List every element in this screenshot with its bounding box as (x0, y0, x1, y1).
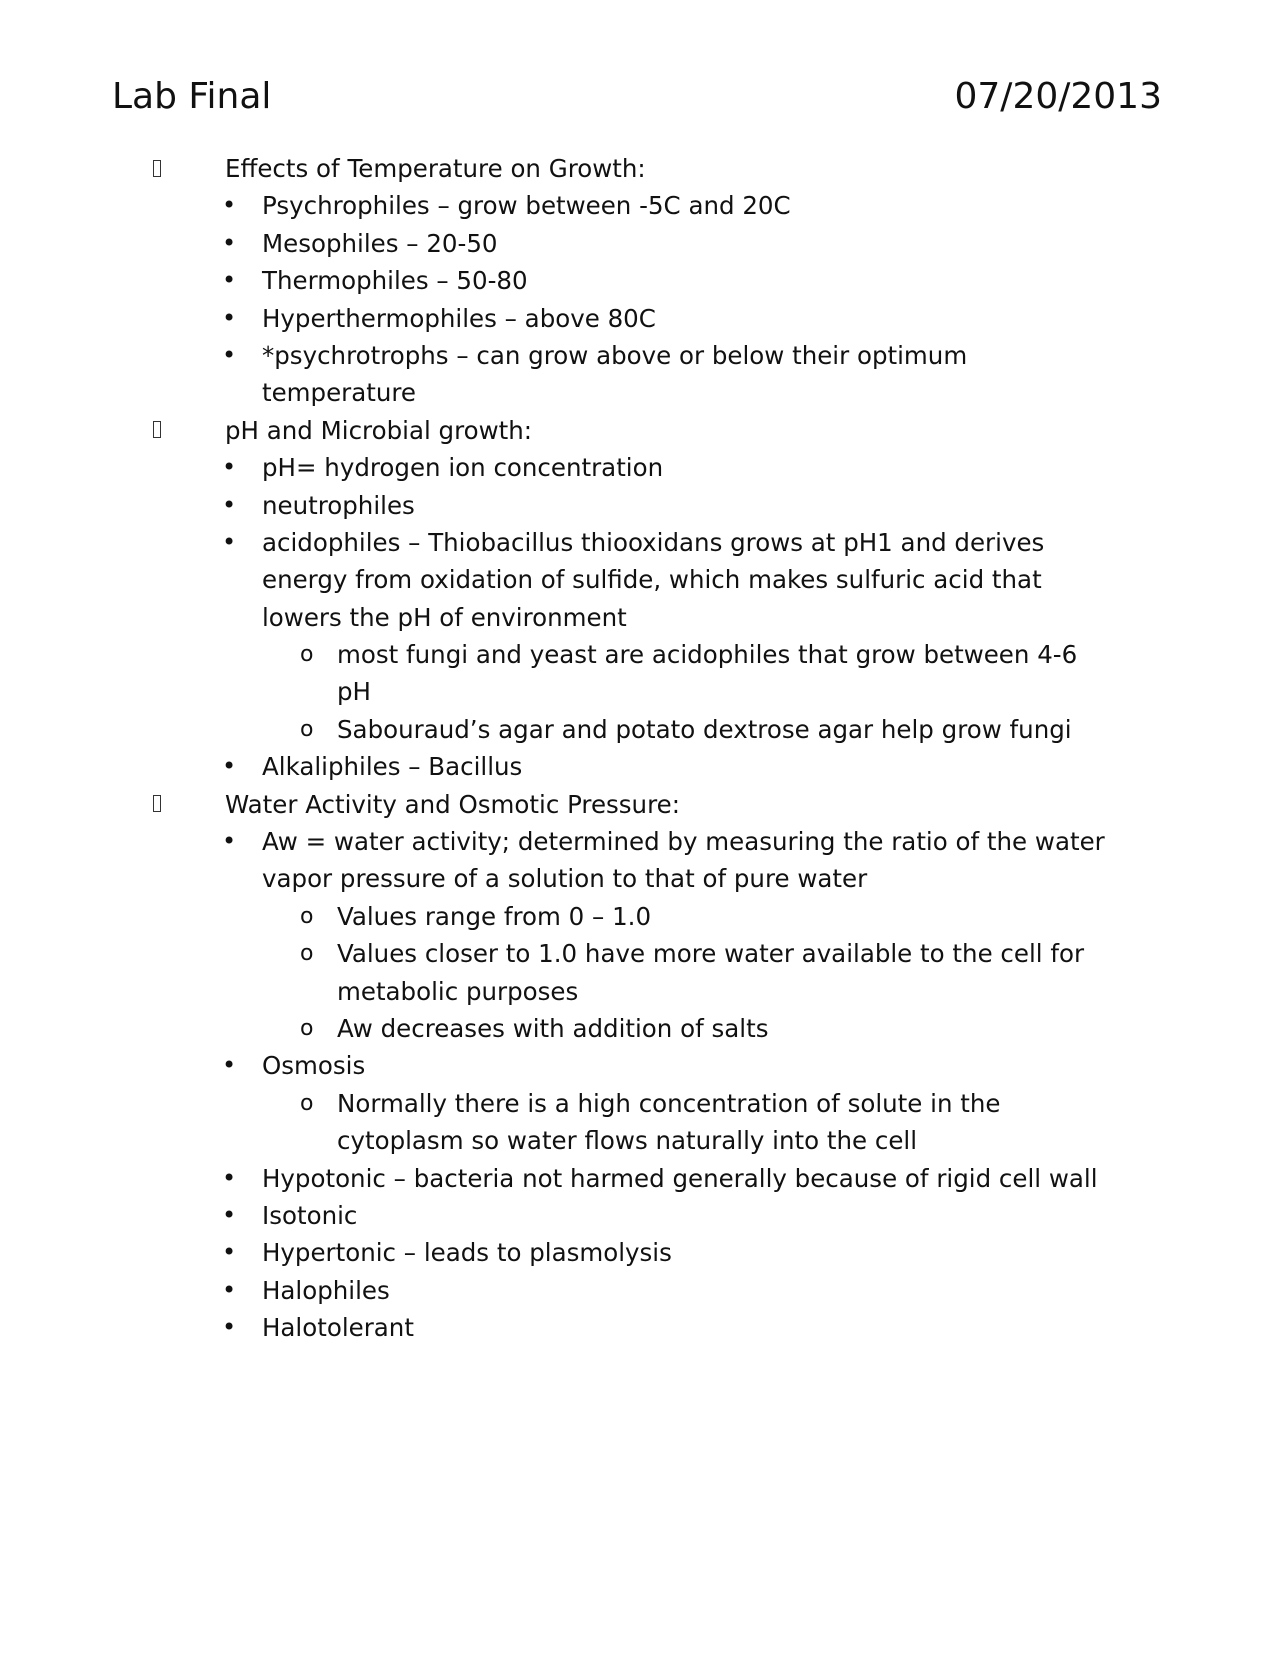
line-text: Thermophiles – 50-80 (262, 266, 528, 296)
bullet-item (0, 1047, 1280, 1084)
line-continuation: lowers the pH of environment (262, 602, 627, 632)
sub-bullet-marker: o (300, 716, 314, 742)
bullet-item (0, 1234, 1280, 1271)
bullet-item (0, 487, 1280, 524)
bullet-marker: • (222, 340, 237, 369)
document-header (112, 72, 1162, 122)
sub-bullet-marker: o (300, 1090, 314, 1116)
sub-bullet-marker: o (300, 642, 314, 668)
sub-bullet-item (0, 673, 1280, 710)
bullet-item (0, 748, 1280, 785)
section-heading (0, 786, 1280, 823)
line-continuation: energy from oxidation of sulfide, which makes sulfuric acid that (262, 565, 1042, 595)
line-text: *psychrotrophs – can grow above or below their optimum (262, 340, 968, 370)
sub-bullet-item (0, 711, 1280, 748)
bullet-item (0, 599, 1280, 636)
line-text: Hyperthermophiles – above 80C (262, 303, 656, 333)
bullet-item (0, 374, 1280, 411)
line-text: Values closer to 1.0 have more water available to the cell for (337, 939, 1085, 969)
sub-bullet-item (0, 898, 1280, 935)
sub-bullet-item (0, 1122, 1280, 1159)
bullet-marker: • (222, 827, 237, 856)
line-text: Water Activity and Osmotic Pressure: (225, 789, 680, 819)
section-heading (0, 412, 1280, 449)
bullet-marker: • (222, 1200, 237, 1229)
bullet-marker: • (222, 1163, 237, 1192)
bullet-item (0, 823, 1280, 860)
sub-bullet-item (0, 1085, 1280, 1122)
line-text: Values range from 0 – 1.0 (337, 901, 652, 931)
bullet-item (0, 1197, 1280, 1234)
line-text: neutrophiles (262, 490, 415, 520)
line-continuation: metabolic purposes (337, 976, 579, 1006)
line-text: pH= hydrogen ion concentration (262, 453, 664, 483)
line-text: pH and Microbial growth: (225, 415, 533, 445)
bullet-marker: • (222, 490, 237, 519)
bullet-marker: • (222, 228, 237, 257)
sub-bullet-marker: o (300, 1015, 314, 1041)
line-text: acidophiles – Thiobacillus thiooxidans grows at pH1 and derives (262, 527, 1045, 557)
sub-bullet-item (0, 935, 1280, 972)
missing-glyph-icon (153, 795, 161, 812)
line-text: Halotolerant (262, 1313, 414, 1343)
line-text: Sabouraud’s agar and potato dextrose agar help grow fungi (337, 714, 1072, 744)
bullet-item (0, 225, 1280, 262)
line-continuation: pH (337, 677, 371, 707)
section-marker-icon (150, 412, 164, 449)
bullet-marker: • (222, 266, 237, 295)
missing-glyph-icon (153, 421, 161, 438)
bullet-item (0, 1272, 1280, 1309)
line-text: Mesophiles – 20-50 (262, 228, 498, 258)
document-title: Lab Final (112, 76, 272, 117)
line-text: Normally there is a high concentration of solute in the (337, 1088, 1001, 1118)
line-text: Aw decreases with addition of salts (337, 1013, 769, 1043)
bullet-marker: • (222, 303, 237, 332)
line-continuation: vapor pressure of a solution to that of pure water (262, 864, 868, 894)
bullet-marker: • (222, 191, 237, 220)
line-text: Alkaliphiles – Bacillus (262, 752, 523, 782)
bullet-item (0, 860, 1280, 897)
bullet-item (0, 300, 1280, 337)
sub-bullet-marker: o (300, 941, 314, 967)
bullet-item (0, 561, 1280, 598)
line-continuation: cytoplasm so water flows naturally into the cell (337, 1126, 918, 1156)
missing-glyph-icon (153, 160, 161, 177)
bullet-marker: • (222, 453, 237, 482)
bullet-marker: • (222, 1051, 237, 1080)
line-text: Isotonic (262, 1200, 358, 1230)
bullet-item (0, 524, 1280, 561)
section-heading (0, 150, 1280, 187)
bullet-item (0, 1160, 1280, 1197)
line-text: Hypotonic – bacteria not harmed generally because of rigid cell wall (262, 1163, 1098, 1193)
sub-bullet-marker: o (300, 903, 314, 929)
notes-outline (0, 150, 1280, 1347)
line-text: Psychrophiles – grow between -5C and 20C (262, 191, 791, 221)
line-text: most fungi and yeast are acidophiles that grow between 4-6 (337, 640, 1078, 670)
line-continuation: temperature (262, 378, 416, 408)
sub-bullet-item (0, 636, 1280, 673)
bullet-marker: • (222, 1238, 237, 1267)
section-marker-icon (150, 150, 164, 187)
bullet-marker: • (222, 752, 237, 781)
bullet-item (0, 449, 1280, 486)
line-text: Halophiles (262, 1275, 390, 1305)
line-text: Osmosis (262, 1051, 366, 1081)
bullet-marker: • (222, 1313, 237, 1342)
sub-bullet-item (0, 973, 1280, 1010)
line-text: Hypertonic – leads to plasmolysis (262, 1238, 672, 1268)
bullet-item (0, 187, 1280, 224)
bullet-item (0, 262, 1280, 299)
document-date: 07/20/2013 (954, 76, 1162, 117)
bullet-marker: • (222, 527, 237, 556)
bullet-marker: • (222, 1275, 237, 1304)
line-text: Aw = water activity; determined by measuring the ratio of the water (262, 827, 1105, 857)
bullet-item (0, 337, 1280, 374)
section-marker-icon (150, 786, 164, 823)
sub-bullet-item (0, 1010, 1280, 1047)
bullet-item (0, 1309, 1280, 1346)
line-text: Effects of Temperature on Growth: (225, 154, 646, 183)
